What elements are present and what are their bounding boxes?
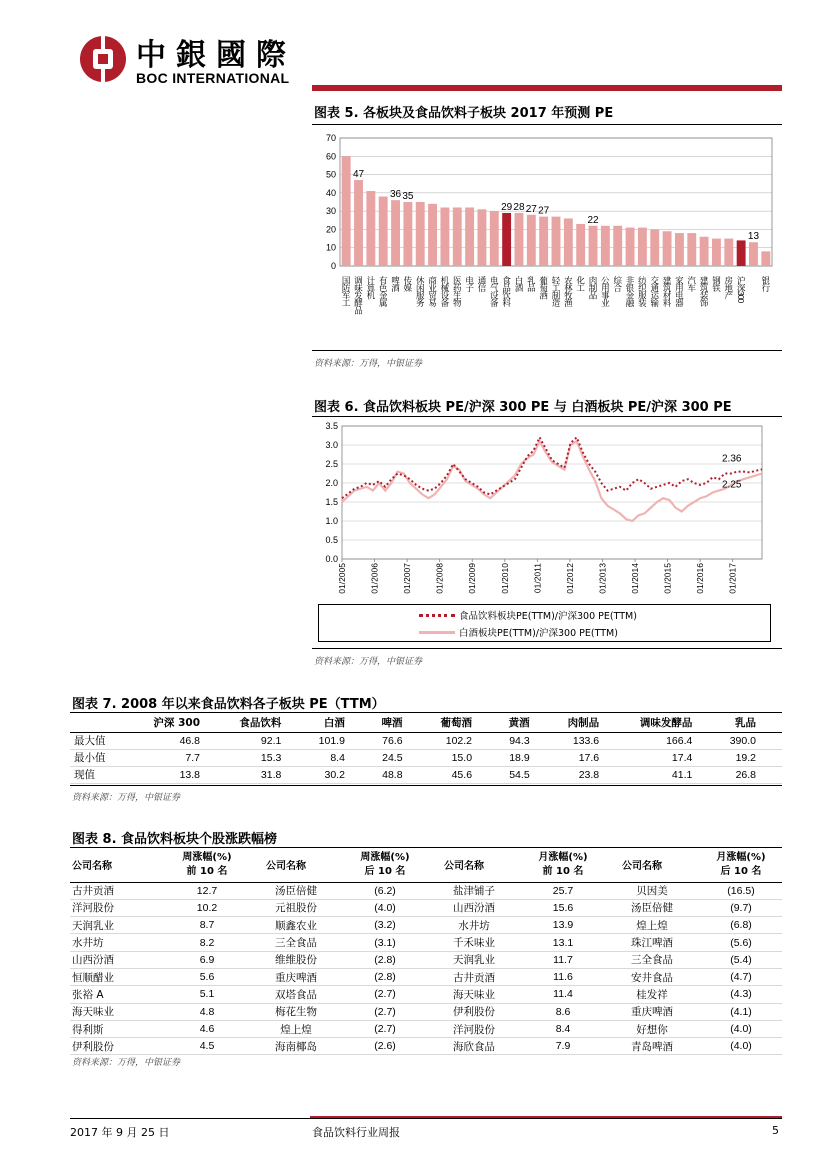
- change-value-cell: 13.1: [522, 934, 604, 951]
- change-value-cell: (4.3): [700, 986, 782, 1003]
- x-tick-label: 01/2007: [402, 563, 413, 594]
- x-category-label: 化工: [575, 276, 586, 291]
- change-value-cell: 6.9: [166, 951, 248, 968]
- table-header-cell: 葡萄酒: [429, 714, 498, 732]
- company-name-cell: 梅花生物: [248, 1003, 344, 1020]
- value-cell: 19.2: [718, 749, 782, 766]
- header-line1: 月涨幅(%): [716, 851, 766, 863]
- x-category-label: 食品饮料: [501, 276, 512, 306]
- legend-swatch-food: [419, 614, 455, 617]
- company-name-cell: 汤臣倍健: [248, 882, 344, 899]
- bar: [749, 242, 758, 266]
- change-value-cell: (4.1): [700, 1003, 782, 1020]
- company-name-cell: 得利斯: [70, 1020, 166, 1037]
- value-cell: 41.1: [625, 766, 718, 783]
- value-cell: 17.6: [556, 749, 625, 766]
- x-category-label: 电子: [464, 276, 475, 291]
- row-label-cell: 最大值: [70, 732, 139, 749]
- bar: [737, 240, 746, 266]
- bar: [502, 213, 511, 266]
- bar: [663, 231, 672, 266]
- change-value-cell: (5.4): [700, 951, 782, 968]
- bar: [527, 215, 536, 266]
- value-cell: 94.3: [498, 732, 556, 749]
- x-category-label: 房地产: [723, 276, 734, 299]
- company-name-cell: 山西汾酒: [426, 899, 522, 916]
- company-name-cell: 张裕 A: [70, 986, 166, 1003]
- company-name-cell: 重庆啤酒: [604, 1003, 700, 1020]
- series-line-baijiu: [342, 441, 762, 521]
- bar: [601, 226, 610, 266]
- change-value-cell: 5.1: [166, 986, 248, 1003]
- logo-chinese-name: 中銀國際: [136, 38, 296, 73]
- x-category-label: 交通运输: [649, 276, 660, 306]
- fig6-legend: [318, 604, 771, 642]
- company-name-cell: 好想你: [604, 1020, 700, 1037]
- value-cell: 13.8: [139, 766, 226, 783]
- bar-data-label: 13: [747, 231, 760, 243]
- company-name-cell: 贝因美: [604, 882, 700, 899]
- value-cell: 133.6: [556, 732, 625, 749]
- company-name-cell: 伊利股份: [70, 1038, 166, 1055]
- change-value-cell: 5.6: [166, 968, 248, 985]
- x-category-label: 传媒: [402, 276, 413, 291]
- company-name-cell: 水井坊: [70, 934, 166, 951]
- bar-data-label: 28: [513, 201, 525, 213]
- change-value-cell: (2.8): [344, 968, 426, 985]
- value-cell: 92.1: [226, 732, 307, 749]
- x-category-label: 商业贸易: [427, 276, 438, 306]
- series-end-label-food: 2.36: [722, 453, 742, 465]
- bar: [354, 180, 363, 266]
- fig5-title: 图表 5. 各板块及食品饮料子板块 2017 年预测 PE: [314, 106, 614, 121]
- fig6-line-chart: [312, 418, 782, 602]
- bar-data-label: 22: [587, 214, 599, 226]
- table-header-cell: 白酒: [307, 714, 371, 732]
- bar-data-label: 35: [402, 191, 414, 202]
- change-value-cell: (2.6): [344, 1038, 426, 1055]
- x-category-label: 医药生物: [452, 276, 463, 306]
- company-name-cell: 海天味业: [426, 986, 522, 1003]
- company-name-cell: 海欣食品: [426, 1038, 522, 1055]
- change-value-cell: (3.1): [344, 934, 426, 951]
- y-tick-label: 60: [325, 151, 336, 162]
- change-value-cell: 4.5: [166, 1038, 248, 1055]
- bar-data-label: 27: [538, 205, 550, 217]
- table-row: [70, 1003, 782, 1020]
- fig6-source: 资料来源：万得，中银证券: [314, 657, 423, 667]
- company-name-cell: 水井坊: [426, 917, 522, 934]
- change-value-cell: (4.0): [700, 1038, 782, 1055]
- table-header-cell: 乳品: [718, 714, 782, 732]
- x-category-label: 银行: [760, 276, 771, 291]
- value-cell: 390.0: [718, 732, 782, 749]
- header-rule: [312, 85, 782, 91]
- legend-item-baijiu: [419, 625, 618, 639]
- bar: [552, 217, 561, 266]
- x-tick-label: 01/2010: [499, 563, 510, 594]
- fig8-source: 资料来源：万得，中银证券: [72, 1058, 181, 1068]
- bar: [650, 229, 659, 266]
- x-tick-label: 01/2015: [662, 563, 673, 594]
- company-name-cell: 海天味业: [70, 1003, 166, 1020]
- table-header-cell: 啤酒: [371, 714, 429, 732]
- bar: [366, 191, 375, 266]
- bar-data-label: 36: [389, 189, 402, 201]
- legend-label-baijiu: 白酒板块PE(TTM)/沪深300 PE(TTM): [459, 628, 618, 639]
- x-category-label: 建筑材料: [662, 276, 673, 306]
- x-tick-label: 01/2005: [337, 563, 347, 594]
- bar: [638, 228, 647, 266]
- change-value-cell: (4.7): [700, 968, 782, 985]
- bar: [687, 233, 696, 266]
- table-header-cell: [70, 714, 139, 732]
- value-cell: 24.5: [371, 749, 429, 766]
- fig5-bottom-rule: [312, 350, 782, 351]
- change-value-cell: (16.5): [700, 882, 782, 899]
- table-row: [70, 749, 782, 766]
- table-row: [70, 968, 782, 985]
- bar: [379, 197, 388, 266]
- x-tick-label: 01/2017: [727, 563, 738, 594]
- y-tick-label: 20: [325, 224, 336, 235]
- company-name-cell: 三全食品: [604, 951, 700, 968]
- x-category-label: 休闲服务: [415, 276, 426, 306]
- value-cell: 15.0: [429, 749, 498, 766]
- x-category-label: 家用电器: [674, 276, 685, 306]
- bar: [428, 204, 437, 266]
- value-cell: 7.7: [139, 749, 226, 766]
- x-category-label: 建筑装饰: [699, 276, 710, 306]
- change-value-cell: (4.0): [344, 899, 426, 916]
- bar: [403, 202, 412, 266]
- logo-english-name: BOC INTERNATIONAL: [136, 70, 290, 86]
- value-cell: 23.8: [556, 766, 625, 783]
- fig7-title: 图表 7. 2008 年以来食品饮料各子板块 PE（TTM）: [72, 697, 385, 712]
- x-category-label: 通信: [476, 276, 487, 291]
- change-value-cell: 8.7: [166, 917, 248, 934]
- value-cell: 76.6: [371, 732, 429, 749]
- x-category-label: 有色金属: [378, 276, 389, 306]
- x-category-label: 沪深300: [736, 276, 747, 303]
- fig7-title-rule: [70, 712, 782, 713]
- row-label-cell: 最小值: [70, 749, 139, 766]
- company-name-cell: 天润乳业: [70, 917, 166, 934]
- legend-item-food: [419, 608, 637, 622]
- value-cell: 30.2: [307, 766, 371, 783]
- bar: [453, 207, 462, 266]
- value-cell: 48.8: [371, 766, 429, 783]
- table-row: [70, 766, 782, 783]
- x-tick-label: 01/2013: [597, 563, 608, 594]
- bar: [465, 207, 474, 266]
- table-row: [70, 1038, 782, 1055]
- bar: [626, 228, 635, 266]
- page-number: 5: [772, 1124, 779, 1137]
- x-category-label: 葡萄酒: [538, 276, 549, 299]
- table-row: [70, 882, 782, 899]
- table-header-cell: [166, 848, 248, 882]
- table-header-cell: 公司名称: [248, 848, 344, 882]
- change-value-cell: 13.9: [522, 917, 604, 934]
- change-value-cell: (6.2): [344, 882, 426, 899]
- legend-label-food: 食品饮料板块PE(TTM)/沪深300 PE(TTM): [459, 611, 637, 622]
- bar-data-label: 29: [501, 201, 513, 213]
- y-tick-label: 3.5: [325, 421, 338, 431]
- company-name-cell: 桂发祥: [604, 986, 700, 1003]
- value-cell: 45.6: [429, 766, 498, 783]
- fig8-movers-table: [70, 848, 782, 1055]
- x-category-label: 肉制品: [588, 276, 599, 299]
- header-line2: 前 10 名: [186, 865, 228, 877]
- company-name-cell: 汤臣倍健: [604, 899, 700, 916]
- company-name-cell: 青岛啤酒: [604, 1038, 700, 1055]
- table-header-cell: 公司名称: [70, 848, 166, 882]
- y-tick-label: 40: [325, 187, 336, 198]
- company-name-cell: 洋河股份: [70, 899, 166, 916]
- company-name-cell: 恒顺醋业: [70, 968, 166, 985]
- table-row: [70, 917, 782, 934]
- bar: [613, 226, 622, 266]
- company-name-cell: 珠江啤酒: [604, 934, 700, 951]
- change-value-cell: 8.6: [522, 1003, 604, 1020]
- x-tick-label: 01/2006: [369, 563, 380, 594]
- bar: [761, 251, 770, 266]
- change-value-cell: (6.8): [700, 917, 782, 934]
- y-tick-label: 0.5: [325, 535, 338, 545]
- x-category-label: 轻工制造: [551, 276, 561, 306]
- company-name-cell: 三全食品: [248, 934, 344, 951]
- change-value-cell: 25.7: [522, 882, 604, 899]
- value-cell: 17.4: [625, 749, 718, 766]
- y-tick-label: 3.0: [325, 440, 338, 450]
- x-category-label: 纺织服装: [637, 276, 648, 306]
- company-name-cell: 伊利股份: [426, 1003, 522, 1020]
- y-tick-label: 1.5: [325, 497, 338, 507]
- x-category-label: 啤酒: [390, 276, 401, 291]
- table-header-cell: 公司名称: [604, 848, 700, 882]
- bar: [477, 209, 486, 266]
- company-name-cell: 重庆啤酒: [248, 968, 344, 985]
- y-tick-label: 2.0: [325, 478, 338, 488]
- bar-data-label: 47: [352, 169, 365, 181]
- table-row: [70, 934, 782, 951]
- x-category-label: 计算机: [365, 276, 376, 299]
- change-value-cell: 10.2: [166, 899, 248, 916]
- value-cell: 166.4: [625, 732, 718, 749]
- x-tick-label: 01/2014: [630, 563, 641, 594]
- change-value-cell: (2.7): [344, 1003, 426, 1020]
- change-value-cell: 7.9: [522, 1038, 604, 1055]
- table-header-cell: 黄酒: [498, 714, 556, 732]
- value-cell: 15.3: [226, 749, 307, 766]
- fig5-source: 资料来源：万得，中银证券: [314, 359, 423, 369]
- y-tick-label: 10: [325, 242, 336, 253]
- change-value-cell: 11.7: [522, 951, 604, 968]
- series-line-food: [342, 437, 762, 498]
- change-value-cell: (3.2): [344, 917, 426, 934]
- bar: [416, 202, 425, 266]
- bar: [539, 217, 548, 266]
- table-header-cell: 调味发酵品: [625, 714, 718, 732]
- header-line2: 后 10 名: [364, 865, 406, 877]
- fig6-bottom-rule: [312, 648, 782, 649]
- y-tick-label: 2.5: [325, 459, 338, 469]
- bar: [724, 239, 733, 266]
- company-name-cell: 煌上煌: [248, 1020, 344, 1037]
- bar: [440, 207, 449, 266]
- table-row: [70, 899, 782, 916]
- header-line1: 月涨幅(%): [538, 851, 588, 863]
- bar: [700, 237, 709, 266]
- bar: [589, 226, 598, 266]
- company-name-cell: 盐津铺子: [426, 882, 522, 899]
- company-name-cell: 海南椰岛: [248, 1038, 344, 1055]
- table-header-cell: 公司名称: [426, 848, 522, 882]
- company-name-cell: 双塔食品: [248, 986, 344, 1003]
- company-name-cell: 天润乳业: [426, 951, 522, 968]
- x-category-label: 调味发酵品: [353, 276, 364, 314]
- bar: [564, 218, 573, 266]
- table-header-row: [70, 848, 782, 882]
- table-row: [70, 986, 782, 1003]
- table-header-row: [70, 714, 782, 732]
- x-category-label: 国防军工: [341, 276, 352, 306]
- bar: [675, 233, 684, 266]
- fig5-title-rule: [312, 124, 782, 125]
- value-cell: 102.2: [429, 732, 498, 749]
- x-tick-label: 01/2009: [467, 563, 478, 594]
- fig6-title-rule: [312, 416, 782, 417]
- y-tick-label: 0.0: [325, 554, 338, 564]
- header-line2: 前 10 名: [542, 865, 584, 877]
- company-name-cell: 顺鑫农业: [248, 917, 344, 934]
- table-header-cell: 食品饮料: [226, 714, 307, 732]
- table-header-cell: 沪深 300: [139, 714, 226, 732]
- boc-logo-icon: [78, 34, 128, 84]
- table-row: [70, 1020, 782, 1037]
- change-value-cell: 4.6: [166, 1020, 248, 1037]
- change-value-cell: (4.0): [700, 1020, 782, 1037]
- fig6-title: 图表 6. 食品饮料板块 PE/沪深 300 PE 与 白酒板块 PE/沪深 300 PE: [314, 400, 732, 415]
- x-category-label: 电气设备: [489, 276, 500, 306]
- header-line2: 后 10 名: [720, 865, 762, 877]
- change-value-cell: 15.6: [522, 899, 604, 916]
- company-name-cell: 古井贡酒: [426, 968, 522, 985]
- header-line1: 周涨幅(%): [182, 851, 232, 863]
- table-row: [70, 732, 782, 749]
- x-tick-label: 01/2011: [532, 563, 543, 594]
- x-category-label: 钢铁: [711, 276, 722, 291]
- fig7-source: 资料来源：万得，中银证券: [72, 793, 181, 803]
- x-category-label: 农林牧渔: [563, 276, 574, 306]
- y-tick-label: 1.0: [325, 516, 338, 526]
- bar: [391, 200, 400, 266]
- change-value-cell: (2.7): [344, 1020, 426, 1037]
- value-cell: 8.4: [307, 749, 371, 766]
- bar-data-label: 27: [525, 203, 537, 215]
- bar: [712, 239, 721, 266]
- bar: [515, 213, 524, 266]
- x-category-label: 非银金融: [625, 276, 636, 306]
- table-header-cell: 肉制品: [556, 714, 625, 732]
- x-tick-label: 01/2008: [434, 563, 445, 594]
- company-name-cell: 安井食品: [604, 968, 700, 985]
- legend-swatch-baijiu: [419, 631, 455, 634]
- company-name-cell: 煌上煌: [604, 917, 700, 934]
- value-cell: 46.8: [139, 732, 226, 749]
- company-name-cell: 古井贡酒: [70, 882, 166, 899]
- company-name-cell: 元祖股份: [248, 899, 344, 916]
- table-header-cell: [522, 848, 604, 882]
- x-category-label: 综合: [612, 276, 623, 291]
- value-cell: 101.9: [307, 732, 371, 749]
- change-value-cell: 12.7: [166, 882, 248, 899]
- x-category-label: 乳品: [526, 276, 537, 291]
- company-name-cell: 千禾味业: [426, 934, 522, 951]
- company-name-cell: 维维股份: [248, 951, 344, 968]
- value-cell: 18.9: [498, 749, 556, 766]
- change-value-cell: (9.7): [700, 899, 782, 916]
- fig7-pe-table: [70, 714, 782, 784]
- x-tick-label: 01/2012: [564, 563, 575, 594]
- change-value-cell: 8.4: [522, 1020, 604, 1037]
- change-value-cell: 8.2: [166, 934, 248, 951]
- bar: [342, 156, 351, 266]
- y-tick-label: 30: [325, 206, 336, 217]
- bar: [490, 211, 499, 266]
- change-value-cell: 4.8: [166, 1003, 248, 1020]
- plot-frame: [342, 426, 762, 559]
- fig8-title: 图表 8. 食品饮料板块个股涨跌幅榜: [72, 832, 278, 847]
- x-tick-label: 01/2016: [695, 563, 706, 594]
- value-cell: 31.8: [226, 766, 307, 783]
- footer-report-title: 食品饮料行业周报: [312, 1126, 400, 1139]
- x-category-label: 公用事业: [600, 276, 611, 306]
- series-end-label-baijiu: 2.25: [722, 479, 742, 491]
- company-name-cell: 洋河股份: [426, 1020, 522, 1037]
- change-value-cell: (2.7): [344, 986, 426, 1003]
- fig5-bar-chart: [312, 128, 782, 348]
- x-category-label: 机械设备: [439, 276, 450, 306]
- value-cell: 26.8: [718, 766, 782, 783]
- y-tick-label: 50: [325, 169, 336, 180]
- x-category-label: 白酒: [513, 276, 524, 291]
- change-value-cell: 11.6: [522, 968, 604, 985]
- row-label-cell: 现值: [70, 766, 139, 783]
- y-tick-label: 70: [325, 133, 336, 143]
- value-cell: 54.5: [498, 766, 556, 783]
- x-category-label: 汽车: [686, 276, 697, 291]
- change-value-cell: 11.4: [522, 986, 604, 1003]
- fig7-bottom-rule: [70, 785, 782, 786]
- table-row: [70, 951, 782, 968]
- table-header-cell: [344, 848, 426, 882]
- footer-rule: [70, 1118, 782, 1119]
- footer-date: 2017 年 9 月 25 日: [70, 1126, 170, 1139]
- company-name-cell: 山西汾酒: [70, 951, 166, 968]
- bar: [576, 224, 585, 266]
- table-header-cell: [700, 848, 782, 882]
- header-line1: 周涨幅(%): [360, 851, 410, 863]
- y-tick-label: 0: [330, 261, 336, 271]
- change-value-cell: (5.6): [700, 934, 782, 951]
- change-value-cell: (2.8): [344, 951, 426, 968]
